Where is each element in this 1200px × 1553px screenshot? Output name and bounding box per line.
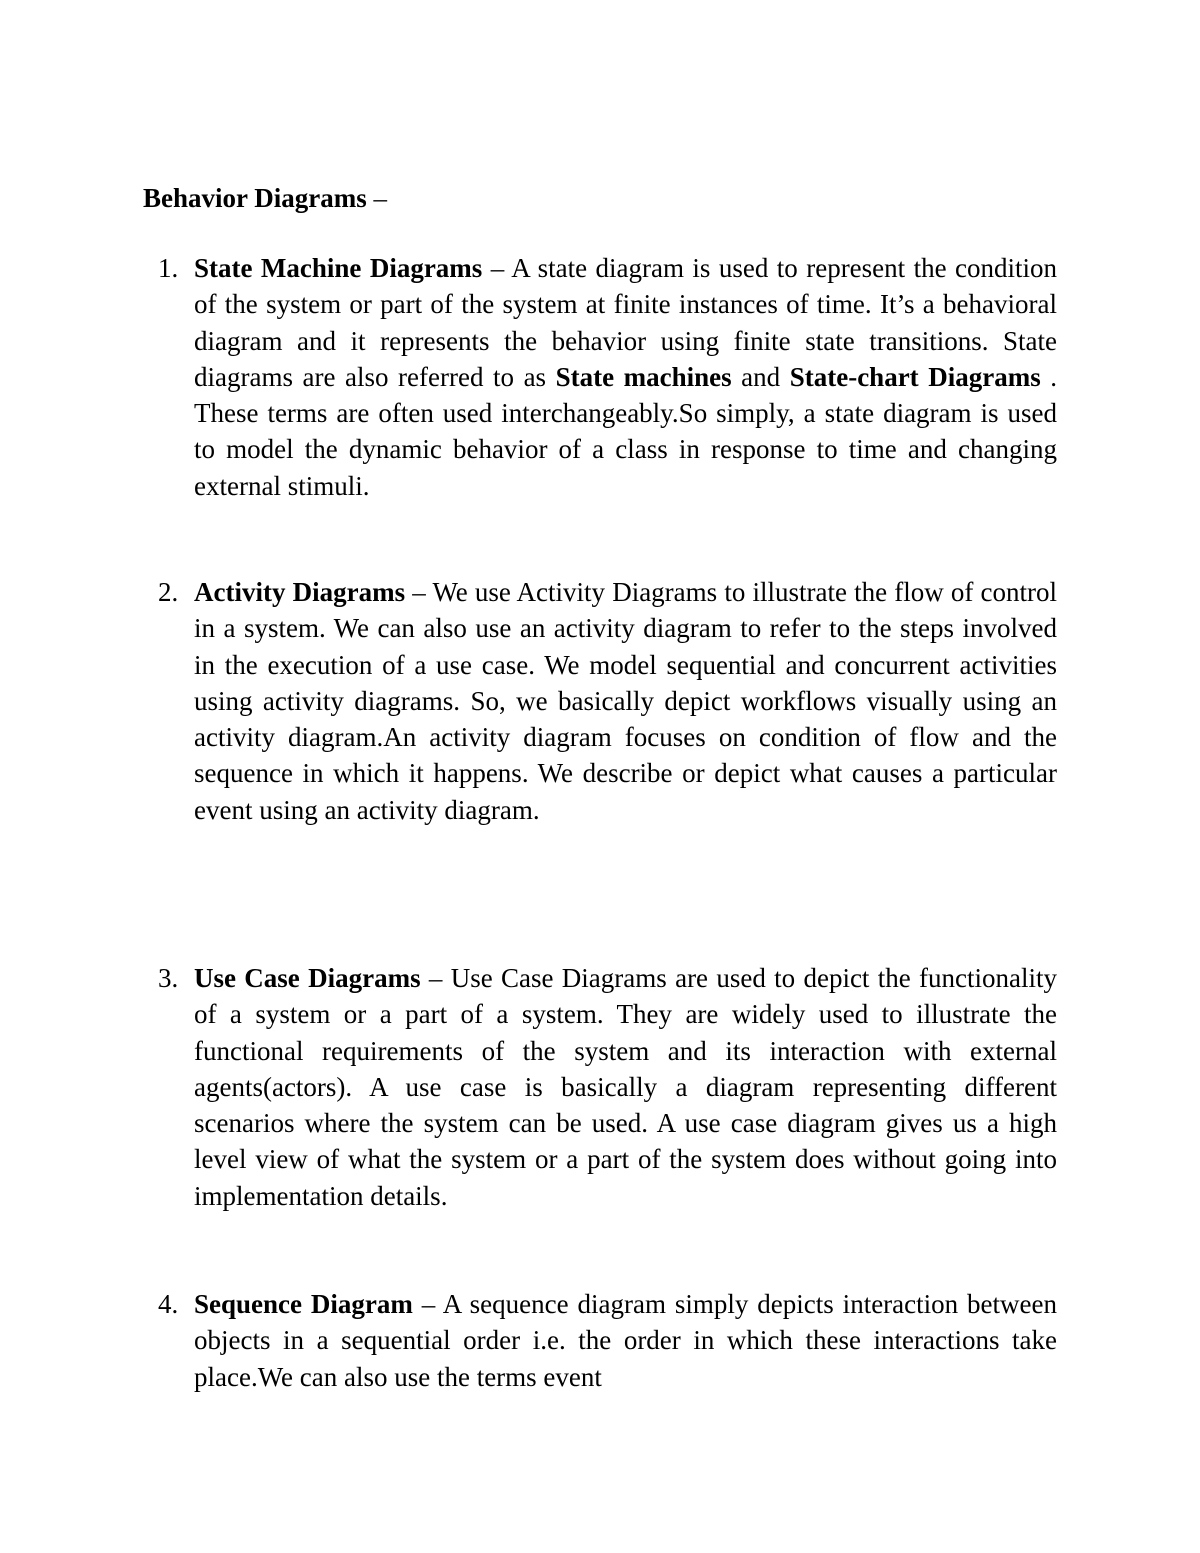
item-dash: – [412,1289,443,1319]
item-text: We use Activity Diagrams to illustrate the flow of control in a system. We can also use an activity diagram to refer to the steps involved in the execution of a use case. We model sequential and concurrent activities using activity diagrams. So, we basically depict workflows visually using an activity diagram.An activity diagram focuses on condition of flow and the sequence in which it happens. We describe or depict what causes a particular event using an activity diagram. [194,577,1058,825]
item-dash: – [482,253,512,283]
list-item-use-case [158,960,1058,1214]
heading-title: Behavior Diagrams [143,183,367,213]
item-text: A sequence diagram simply depicts interaction between objects in a sequential order i.e. the order in which these interactions take place.We can also use the terms event [194,1289,1057,1392]
list-number: 4. [158,1289,179,1319]
item-dash: – [405,577,433,607]
item-text: A state diagram is used to represent the condition of the system or part of the system at finite instances of time. It’s a behavioral diagram and it represents the behavior using finite state transitions. State diagrams are also referred to as [194,253,1057,392]
page-heading [143,180,387,216]
item-text-rest: . These terms are often used interchangeably.So simply, a state diagram is used to model the dynamic behavior of a class in response to time and changing external stimuli. [194,361,1057,501]
item-term: Use Case Diagrams [194,963,421,993]
item-text-and: and [731,361,790,392]
item-term-state-machines: State machines [555,361,732,392]
list-item-state-machine [158,250,1057,504]
item-term: Sequence Diagram [194,1289,413,1319]
item-term: State Machine Diagrams [194,253,483,283]
item-term-state-chart: State-chart Diagrams [789,361,1041,392]
list-number: 3. [158,963,179,993]
item-dash: – [420,963,451,993]
list-item-sequence [158,1286,1057,1395]
list-number: 2. [158,577,179,607]
heading-dash: – [366,183,387,213]
list-number: 1. [158,253,179,283]
item-text: Use Case Diagrams are used to depict the functionality of a system or a part of a system. They are widely used to illustrate the functional requirements of the system and its interaction with external agents(actors). A use case is basically a diagram representing different scenarios where the system can be used. A use case diagram gives us a high level view of what the system or a part of the system does without going into implementation details. [194,963,1058,1211]
list-item-activity [158,574,1058,828]
item-term: Activity Diagrams [194,577,406,607]
